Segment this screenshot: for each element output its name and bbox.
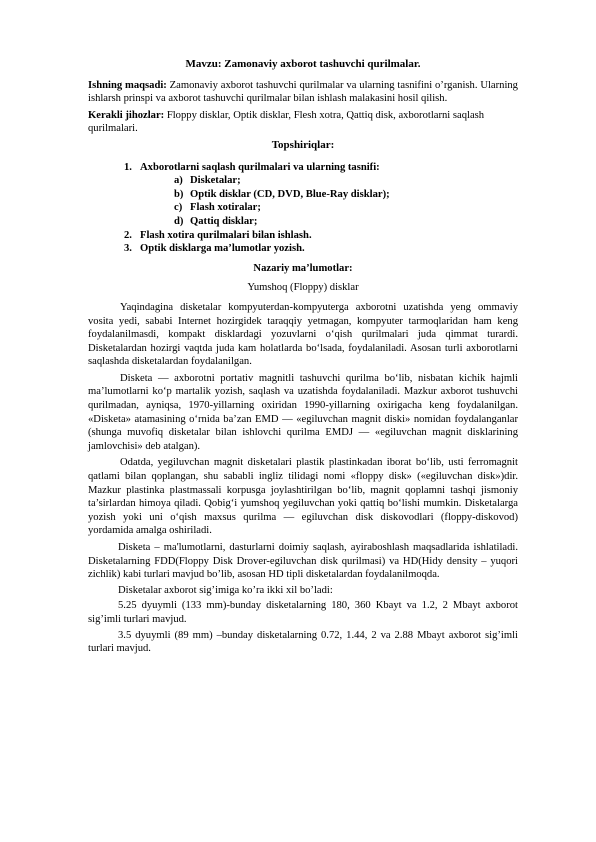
- body-paragraph: Yaqindagina disketalar kompyuterdan-kompyuterga axborotni uzatishda yeng ommaviy vosita yedi, sababi Internet hozirgidek taraqqiy yetmagan, kompyuter tarmoqlaridan ham keng foydalanilmasdi, kompakt disklardagi yozuvlarni o‘qish qurilmalari juda qimmat turardi. Disketalardan hozirgi vaqtda juda kam holatlarda bo‘lsada, foydalaniladi. Asosan turli axborotlarni saqlashda disketalardan foydalanilgan.: [88, 301, 518, 368]
- subtask-letter: c): [174, 202, 183, 214]
- task-item: [88, 161, 518, 175]
- task-number: 3.: [124, 243, 132, 255]
- equipment-text: Floppy disklar, Optik disklar, Flesh xotra, Qattiq disk, axborotlarni saqlash qurilmalari.: [88, 109, 485, 135]
- subtask-item: [88, 201, 518, 215]
- subtask-letter: b): [174, 188, 184, 200]
- goal-text: Zamonaviy axborot tashuvchi qurilmalar va ularning tasnifini o’rganish. Ularning ishlarsh prinspi va axborot tashuvchi qurilmalar bilan ishlash malakasini hosil qilish.: [88, 79, 518, 105]
- task-text: Optik disklarga ma’lumotlar yozish.: [140, 243, 305, 255]
- body-paragraph: Odatda, yegiluvchan magnit disketalari plastik plastinkadan iborat bo‘lib, usti ferromagnit qatlami bilan qoplangan, shu sababli ingliz tilidagi nomi «floppy disk» («egiluvchan disk»)dir. Mazkur plastinka plastmassali korpusga joylashtirilgan bo‘lib, magnit qoplamni tashqi jismoniy ta’sirlardan himoya qiladi. Qobig‘i yumshoq yegiluvchan yoki qattiq bo‘lishi mumkin. Disketalarga yozish yoki uni o‘qish maxsus qurilma — egiluvchan disk diskovodlari (floppy-diskovod) yordamida amalga oshiriladi.: [88, 457, 518, 537]
- subtask-text: Optik disklar (CD, DVD, Blue-Ray disklar);: [190, 188, 390, 200]
- tasks-heading: Topshiriqlar:: [271, 138, 335, 151]
- theory-heading: Nazariy ma’lumotlar:: [253, 262, 353, 274]
- page-title: Mavzu: Zamonaviy axborot tashuvchi qurilmalar.: [185, 58, 421, 70]
- goal-paragraph: [88, 79, 518, 106]
- theory-subheading: Yumshoq (Floppy) disklar: [247, 282, 359, 294]
- goal-label: Ishning maqsadi:: [88, 79, 167, 91]
- subtask-text: Qattiq disklar;: [190, 215, 258, 227]
- body-paragraph: Disketa – ma'lumotlarni, dasturlarni doimiy saqlash, ayiraboshlash maqsadlarida ishlatiladi. Disketalarning FDD(Floppy Disk Drover-egiluvchan disk qurilmasi) va HD(Hidy density – yuqori zichlik) kabi turlari mavjud bo’lib, asosan HD tipli disketalardan foydalanilmoqda.: [88, 542, 518, 581]
- subtask-letter: d): [174, 215, 184, 227]
- task-number: 1.: [124, 161, 132, 173]
- subtask-text: Flash xotiralar;: [190, 202, 261, 214]
- task-text: Flash xotira qurilmalari bilan ishlash.: [140, 229, 312, 241]
- task-item: [88, 242, 518, 256]
- body-paragraph: 3.5 dyuymli (89 mm) –bunday disketalarning 0.72, 1.44, 2 va 2.88 Mbayt axborot sig’imli turlari mavjud.: [88, 629, 518, 655]
- body-paragraph: Disketa — axborotni portativ magnitli tashuvchi qurilma bo‘lib, nisbatan kichik hajmli ma’lumotlarni ko‘p martalik yozish, saqlash va uzatishda foydalaniladi. Mazkur axborot tushuvchi qurilmadan, ayniqsa, 1970-yillarning oxiridan 1990-yillarning oxirigacha keng foydalanilgan. «Disketa» atamasining o‘rnida ba’zan EMD — «egiluvchan magnit diski» nomidan foydalanganlar (shunga muvofiq disketalar bilan ishlovchi qurilma EMDJ — «egiluvchan magnit disklarining jamlovchisi» deb atalgan).: [88, 372, 518, 452]
- task-item: [88, 229, 518, 243]
- task-number: 2.: [124, 229, 132, 241]
- body-paragraph: Disketalar axborot sig’imiga ko’ra ikki xil bo’ladi:: [118, 584, 333, 596]
- subtask-text: Disketalar;: [190, 175, 241, 187]
- document-page: [88, 58, 518, 658]
- body-paragraph: 5.25 dyuymli (133 mm)-bunday disketalarning 180, 360 Kbayt va 1.2, 2 Mbayt axborot sig’imli turlari mavjud.: [88, 600, 518, 625]
- subtask-item: [88, 188, 518, 202]
- tasks-list: [88, 161, 518, 256]
- equipment-label: Kerakli jihozlar:: [88, 109, 165, 121]
- subtask-item: [88, 215, 518, 229]
- subtask-letter: a): [174, 175, 183, 187]
- task-text: Axborotlarni saqlash qurilmalari va ularning tasnifi:: [140, 161, 380, 173]
- equipment-paragraph: [88, 109, 518, 136]
- subtask-item: [88, 174, 518, 188]
